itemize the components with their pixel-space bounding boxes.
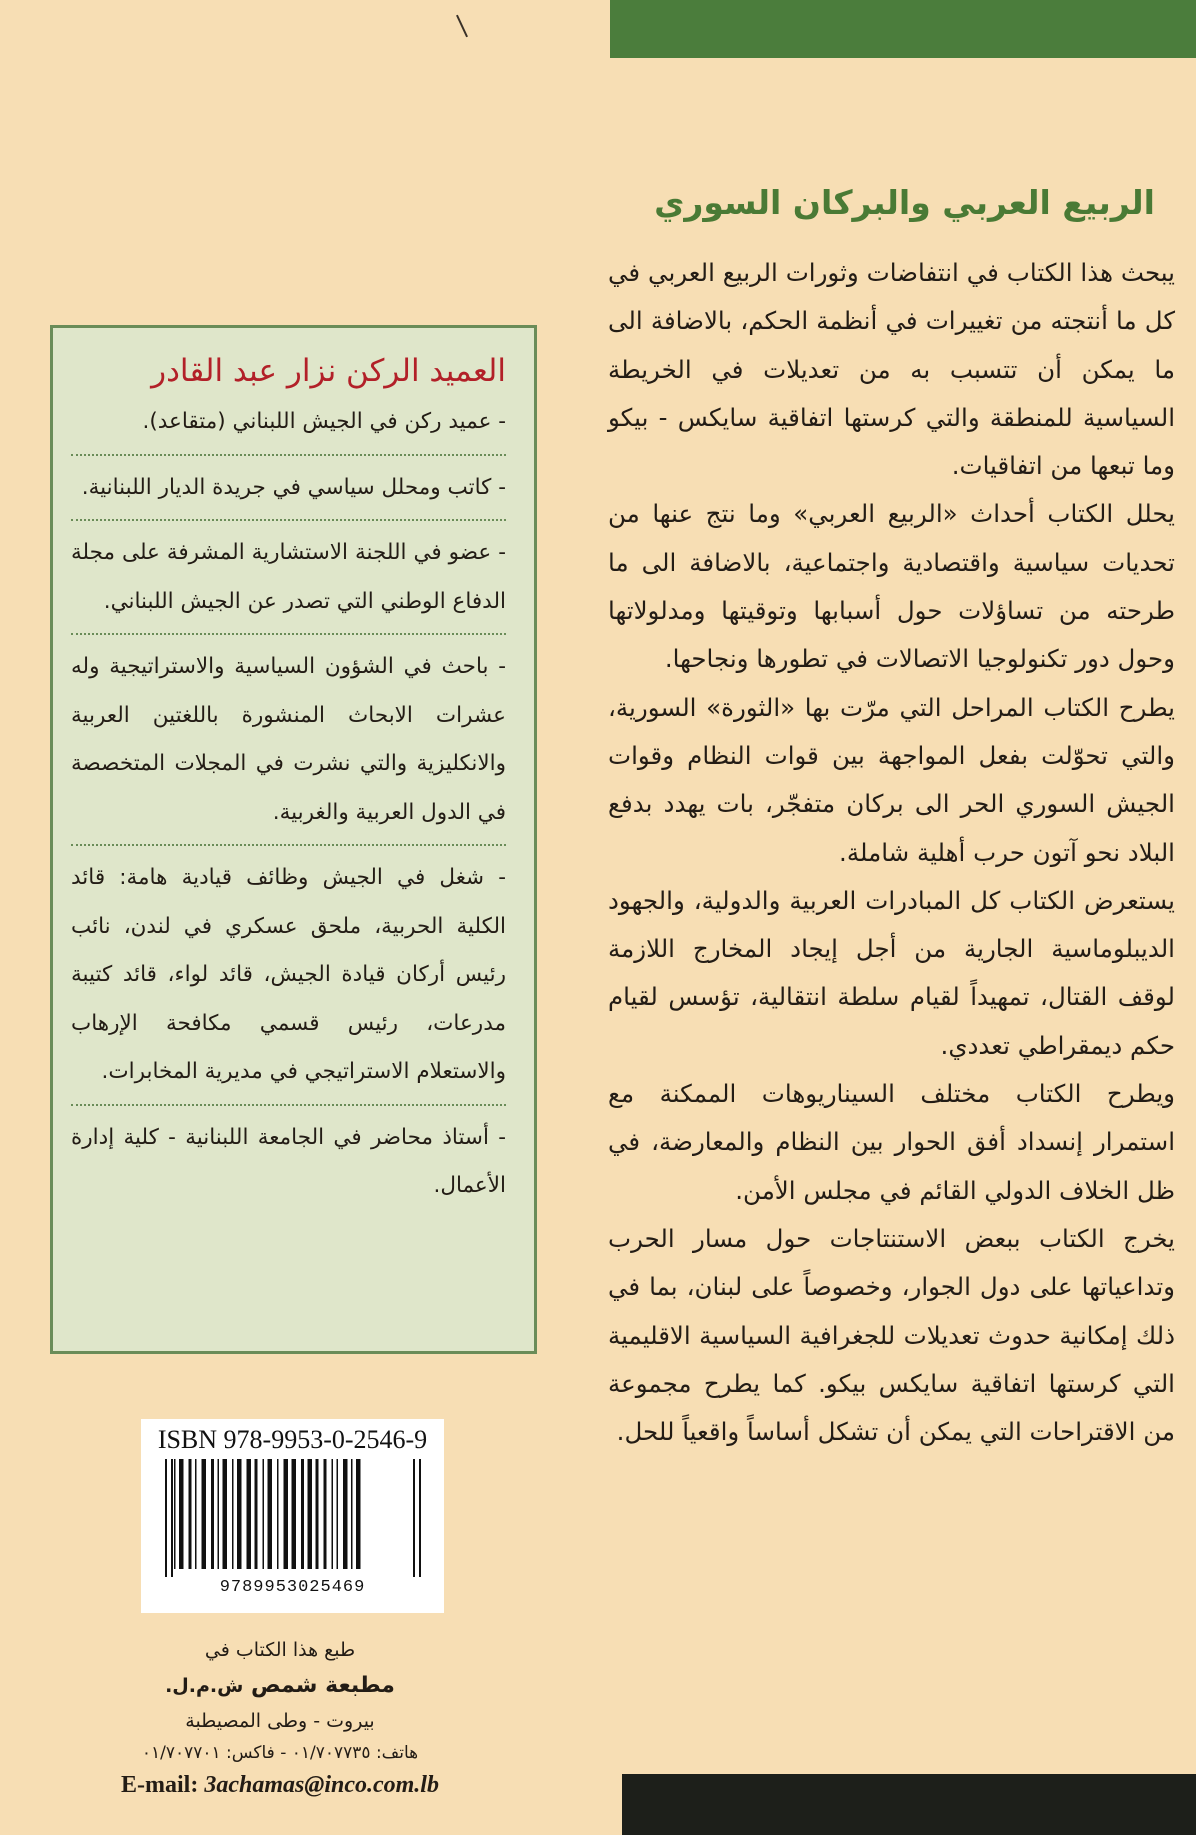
book-description [608, 249, 1175, 1456]
barcode-bar [283, 1459, 288, 1569]
barcode-bar [254, 1459, 257, 1569]
barcode-bar [201, 1459, 206, 1569]
barcode-bar [174, 1459, 176, 1569]
printer-phone: هاتف: ٠١/٧٠٧٧٣٥ - فاكس: ٠١/٧٠٧٧٠١ [141, 1743, 419, 1763]
description-paragraph: يخرج الكتاب ببعض الاستنتاجات حول مسار الحرب وتداعياتها على دول الجوار، وخصوصاً على لبنان، بما في ذلك إمكانية حدوث تعديلات للجغرافية السياسية الاقليمية التي كرستها اتفاقية سايكس بيكو. كما يطرح مجموعة من الاقتراحات التي يمكن أن تشكل أساساً واقعياً للحل. [608, 1223, 1175, 1447]
barcode-bar [331, 1459, 333, 1569]
printer-info [60, 1633, 500, 1801]
barcode-bar [237, 1459, 242, 1569]
barcode-bar [246, 1459, 251, 1569]
author-name: العميد الركن نزار عبد القادر [151, 353, 506, 389]
corner-mark [456, 15, 468, 38]
barcode-bar [413, 1459, 415, 1577]
barcode-bar [217, 1459, 219, 1569]
barcode-bar [307, 1459, 312, 1569]
book-title: الربيع العربي والبركان السوري [654, 183, 1155, 222]
description-paragraph: يستعرض الكتاب كل المبادرات العربية والدولية، والجهود الديبلوماسية الجارية من أجل إيجاد المخارج اللازمة لوقف القتال، تمهيداً لقيام سلطة انتقالية، تؤسس لقيام حكم ديمقراطي تعددي. [608, 885, 1175, 1060]
barcode-digits: 9789953025469 [219, 1578, 366, 1597]
barcode-bar [171, 1459, 173, 1577]
isbn-barcode [141, 1419, 444, 1613]
email-label: E-mail: [121, 1772, 199, 1798]
barcode-bar [351, 1459, 353, 1569]
bio-item: - أستاذ محاضر في الجامعة اللبنانية - كلية إدارة الأعمال. [71, 1124, 506, 1198]
printer-company-suffix: ش.م.ل. [165, 1675, 244, 1697]
barcode-bar [211, 1459, 214, 1569]
bio-item: - كاتب ومحلل سياسي في جريدة الديار اللبنانية. [71, 464, 506, 522]
barcode-bar [267, 1459, 272, 1569]
description-paragraph: يطرح الكتاب المراحل التي مرّت بها «الثورة» السورية، والتي تحوّلت بفعل المواجهة بين قوات النظام وقوات الجيش السوري الحر الى بركان متفجّر، بات يهدد بدفع البلاد نحو آتون حرب أهلية شاملة. [608, 692, 1175, 867]
barcode-bar [336, 1459, 338, 1569]
author-bio-box [50, 325, 537, 1354]
barcode-bar [195, 1459, 197, 1569]
barcode-bar [277, 1459, 279, 1569]
bio-item: - باحث في الشؤون السياسية والاستراتيجية وله عشرات الابحاث المنشورة باللغتين العربية والانكليزية والتي نشرت في المجلات المتخصصة في الدول العربية والغربية. [71, 643, 506, 846]
printed-at-label: طبع هذا الكتاب في [204, 1639, 356, 1661]
barcode-graphic [163, 1459, 423, 1577]
printer-address: بيروت - وطى المصيطبة [185, 1710, 375, 1732]
barcode-bar [343, 1459, 348, 1569]
bottom-dark-band [622, 1774, 1196, 1835]
barcode-bar [232, 1459, 234, 1569]
barcode-bar [291, 1459, 296, 1569]
printer-email-line [60, 1769, 500, 1801]
barcode-bar [222, 1459, 227, 1569]
top-green-band [610, 0, 1196, 58]
printer-name-line [60, 1667, 500, 1705]
description-paragraph: يحلل الكتاب أحداث «الربيع العربي» وما نتج عنها من تحديات سياسية واقتصادية واجتماعية، بالاضافة الى ما طرحته من تساؤلات حول أسبابها وتوقيتها ومدلولاتها وحول دور تكنولوجيا الاتصالات في تطورها ونجاحها. [608, 499, 1175, 674]
barcode-bar [356, 1459, 361, 1569]
barcode-bar [262, 1459, 264, 1569]
description-paragraph: يبحث هذا الكتاب في انتفاضات وثورات الربيع العربي في كل ما أنتجته من تغييرات في أنظمة الحكم، بالاضافة الى ما يمكن أن تتسبب به من تعديلات في الخريطة السياسية للمنطقة والتي كرستها اتفاقية سايكس - بيكو وما تبعها من اتفاقيات. [608, 258, 1175, 481]
isbn-label: ISBN 978-9953-0-2546-9 [157, 1425, 428, 1454]
barcode-bar [179, 1459, 184, 1569]
barcode-bar [165, 1459, 167, 1577]
bio-item: - عضو في اللجنة الاستشارية المشرفة على مجلة الدفاع الوطني التي تصدر عن الجيش اللبناني. [71, 529, 506, 635]
barcode-bar [301, 1459, 304, 1569]
description-paragraph: ويطرح الكتاب مختلف السيناريوهات الممكنة مع استمرار إنسداد أفق الحوار بين النظام والمعارضة، في ظل الخلاف الدولي القائم في مجلس الأمن. [608, 1079, 1175, 1205]
bio-item: - شغل في الجيش وظائف قيادية هامة: قائد الكلية الحربية، ملحق عسكري في لندن، نائب رئيس أركان قيادة الجيش، قائد لواء، قائد كتيبة مدرعات، رئيس قسمي مكافحة الإرهاب والاستعلام الاستراتيجي في مديرية المخابرات. [71, 854, 506, 1106]
barcode-bar [315, 1459, 318, 1569]
barcode-bar [188, 1459, 191, 1569]
barcode-bar [323, 1459, 326, 1569]
author-bio-list [71, 398, 506, 1218]
barcode-bar [419, 1459, 421, 1577]
bio-item: - عميد ركن في الجيش اللبناني (متقاعد). [71, 398, 506, 456]
printer-name: مطبعة شمص [251, 1673, 395, 1698]
email-link[interactable]: 3achamas@inco.com.lb [204, 1772, 439, 1798]
